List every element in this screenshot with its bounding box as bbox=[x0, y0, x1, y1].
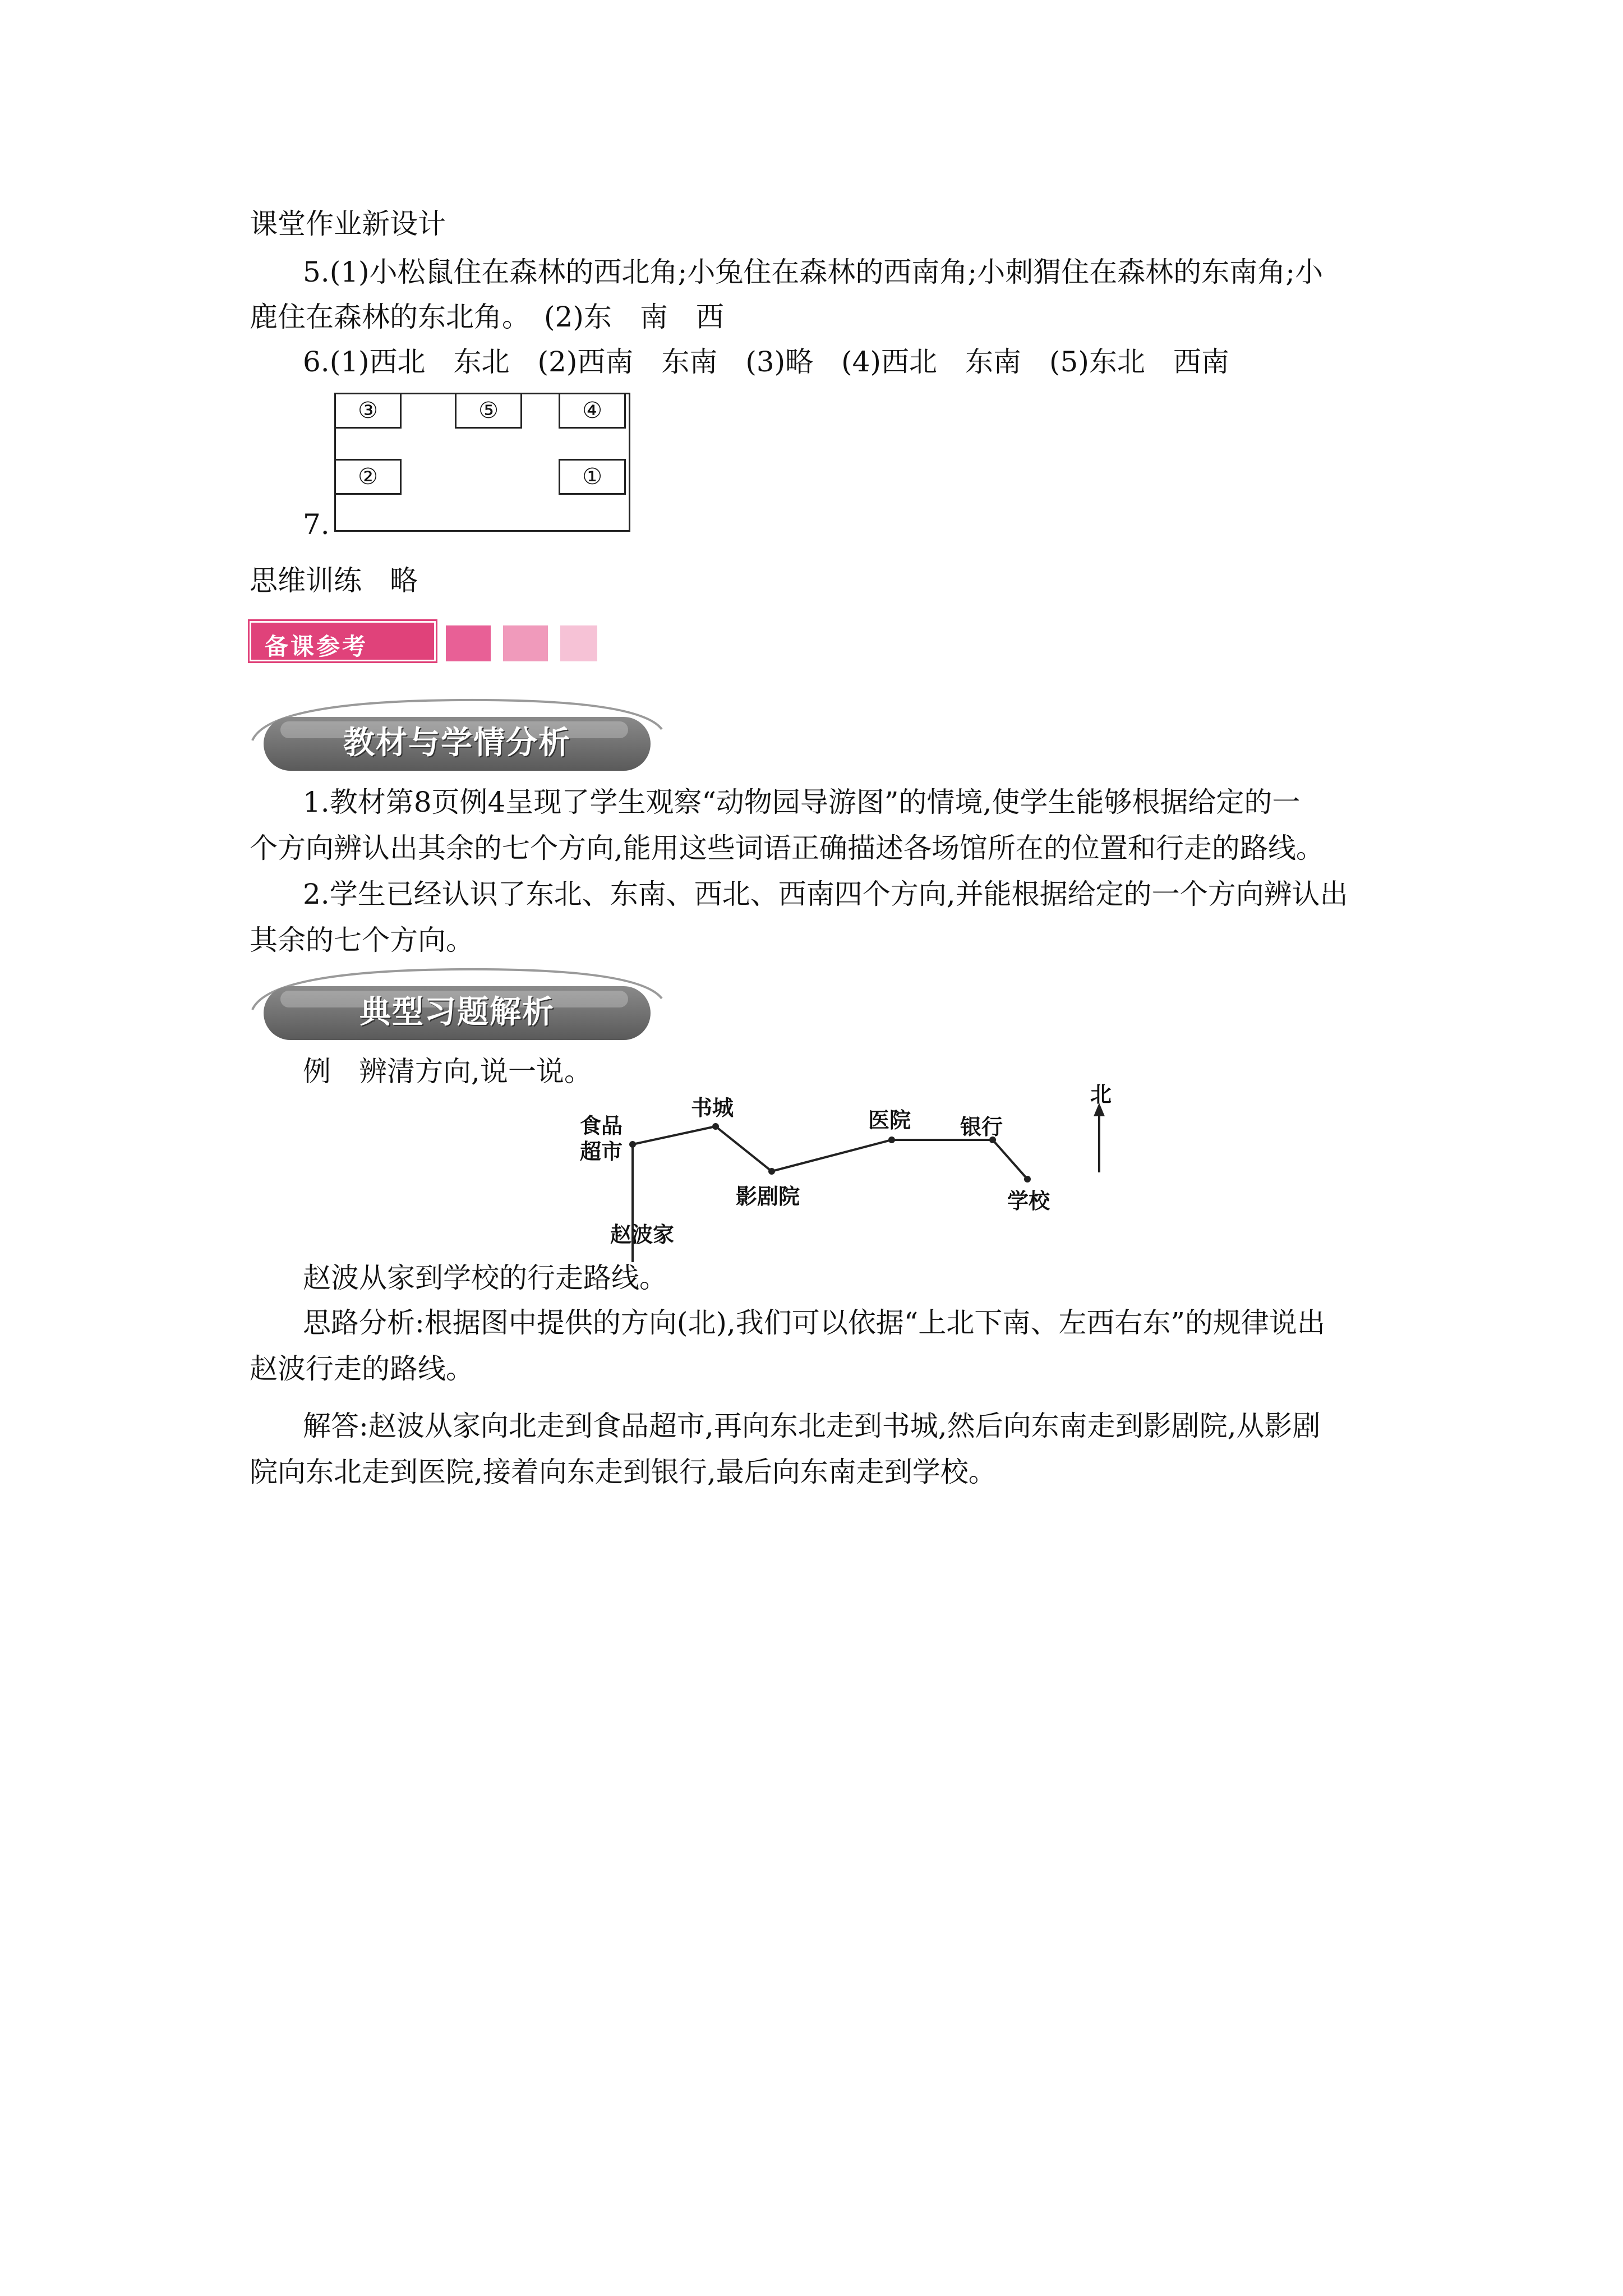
analysis-p2-line1: 2.学生已经认识了东北、东南、西北、西南四个方向,并能根据给定的一个方向辨认出 bbox=[303, 878, 1348, 910]
label-hospital: 医院 bbox=[868, 1108, 911, 1133]
food-market-dot bbox=[629, 1141, 636, 1148]
section-banner-analysis bbox=[247, 696, 662, 774]
label-school: 学校 bbox=[1007, 1189, 1050, 1213]
example-prompt: 例 辨清方向,说一说。 bbox=[303, 1055, 592, 1088]
prep-reference-label: 备课参考 bbox=[265, 633, 368, 660]
analysis-p1-line2: 个方向辨认出其余的七个方向,能用这些词语正确描述各场馆所在的位置和行走的路线。 bbox=[250, 832, 1324, 864]
pink-square-dark bbox=[446, 625, 491, 661]
label-bookstore: 书城 bbox=[691, 1096, 734, 1120]
prep-reference-banner bbox=[250, 621, 608, 661]
seat-4: ④ bbox=[559, 393, 626, 429]
label-theater: 影剧院 bbox=[736, 1184, 800, 1209]
label-bank: 银行 bbox=[960, 1115, 1003, 1139]
label-food-market-1: 食品 bbox=[580, 1114, 623, 1138]
label-home: 赵波家 bbox=[610, 1222, 675, 1247]
seat-1: ① bbox=[559, 459, 626, 495]
label-north: 北 bbox=[1090, 1082, 1112, 1107]
answer-7-number: 7. bbox=[303, 508, 330, 541]
section-title-exercises: 典型习题解析 bbox=[359, 994, 555, 1030]
answer-5-line2: 鹿住在森林的东北角。 (2)东 南 西 bbox=[250, 301, 724, 333]
question-text: 赵波从家到学校的行走路线。 bbox=[303, 1262, 667, 1294]
analysis-line2: 赵波行走的路线。 bbox=[250, 1352, 474, 1385]
analysis-p1-line1: 1.教材第8页例4呈现了学生观察“动物园导游图”的情境,使学生能够根据给定的一 bbox=[303, 786, 1301, 818]
hospital-dot bbox=[888, 1137, 895, 1143]
theater-dot bbox=[768, 1168, 775, 1175]
pink-square-mid bbox=[503, 625, 548, 661]
answer-line1: 解答:赵波从家向北走到食品超市,再向东北走到书城,然后向东南走到影剧院,从影剧 bbox=[303, 1410, 1321, 1442]
answer-6: 6.(1)西北 东北 (2)西南 东南 (3)略 (4)西北 东南 (5)东北 西南 bbox=[303, 346, 1229, 378]
seat-2: ② bbox=[334, 459, 402, 495]
bookstore-dot bbox=[712, 1123, 719, 1130]
section-banner-exercises bbox=[247, 965, 662, 1043]
school-dot bbox=[1024, 1176, 1031, 1182]
analysis-line1: 思路分析:根据图中提供的方向(北),我们可以依据“上北下南、左西右东”的规律说出 bbox=[303, 1306, 1325, 1339]
answer-5-line1: 5.(1)小松鼠住在森林的西北角;小兔住在森林的西南角;小刺猬住在森林的东南角;小 bbox=[303, 256, 1324, 288]
route-map bbox=[561, 1083, 1122, 1262]
thinking-training: 思维训练 略 bbox=[250, 564, 418, 597]
answer-line2: 院向东北走到医院,接着向东走到银行,最后向东南走到学校。 bbox=[250, 1456, 997, 1488]
seat-5: ⑤ bbox=[455, 393, 522, 429]
pink-square-light bbox=[560, 625, 597, 661]
seat-3: ③ bbox=[334, 393, 402, 429]
prep-reference-tag bbox=[250, 621, 436, 661]
homework-heading: 课堂作业新设计 bbox=[250, 208, 446, 240]
analysis-p2-line2: 其余的七个方向。 bbox=[250, 924, 474, 956]
section-title-analysis: 教材与学情分析 bbox=[343, 725, 571, 761]
classroom-layout-figure bbox=[334, 393, 631, 533]
label-food-market-2: 超市 bbox=[580, 1139, 623, 1164]
